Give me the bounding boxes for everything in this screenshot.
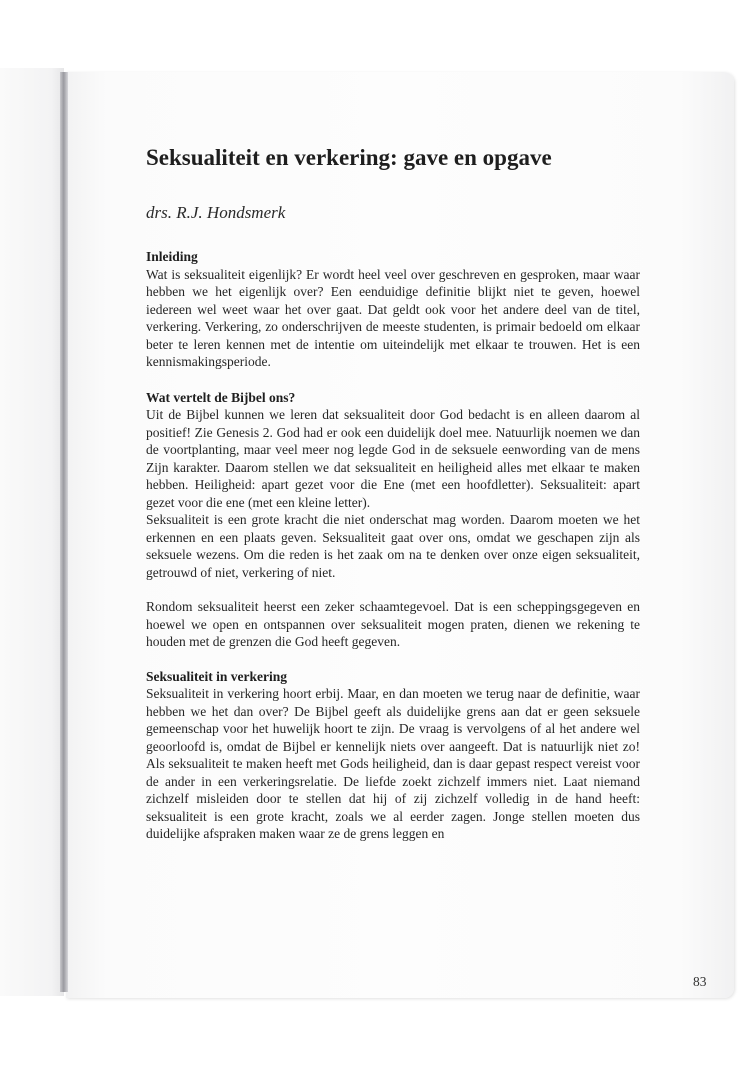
section-bijbel: [146, 389, 640, 651]
section-inleiding: [146, 248, 640, 371]
paragraph-bijbel-3: Rondom seksualiteit heerst een zeker schaamtegevoel. Dat is een scheppingsgegeven en hoewel we open en ontspannen over seksualiteit mogen praten, dienen we rekening te houden met de grenzen die God heeft gegeven.: [146, 599, 640, 649]
left-page-edge: [0, 68, 64, 996]
article-title: Seksualiteit en verkering: gave en opgave: [146, 145, 552, 170]
paragraph-inleiding: Wat is seksualiteit eigenlijk? Er wordt heel veel over geschreven en gesproken, maar waar hebben we het eigenlijk over? Een eenduidige definitie blijkt niet te geven, hoewel iedereen wel weet waar het over gaat. Dat geldt ook voor het andere deel van de titel, verkering. Verkering, zo onderschrijven de meeste studenten, is primair bedoeld om elkaar beter te leren kennen met de intentie om uiteindelijk met elkaar te trouwen. Het is een kennismakingsperiode.: [146, 266, 640, 369]
paragraph-bijbel-1: Uit de Bijbel kunnen we leren dat seksualiteit door God bedacht is en alleen daarom al positief! Zie Genesis 2. God had er ook een duidelijk doel mee. Natuurlijk noemen we dan de voortplanting, maar veel meer nog legde God in de seksuele eenwording van de mens Zijn karakter. Daarom stellen we dat seksualiteit en heiligheid alles met elkaar te maken hebben. Heiligheid: apart gezet voor die Ene (met een hoofdletter). Seksualiteit: apart gezet voor die ene (met een kleine letter).: [146, 407, 640, 510]
section-heading-bijbel: Wat vertelt de Bijbel ons?: [146, 389, 296, 405]
section-heading-inleiding: Inleiding: [146, 249, 198, 264]
paragraph-bijbel-2: Seksualiteit is een grote kracht die niet onderschat mag worden. Daarom moeten we het erkennen en een plaats geven. Seksualiteit gaat over ons, omdat we geschapen zijn als seksuele wezens. Om die reden is het zaak om na te denken over onze eigen seksualiteit, getrouwd of niet, verkering of niet.: [146, 512, 640, 580]
section-verkering: [146, 668, 640, 843]
article-content: [146, 144, 640, 843]
paragraph-verkering: Seksualiteit in verkering hoort erbij. Maar, en dan moeten we terug naar de definitie, waar hebben we het dan over? De Bijbel geeft als duidelijke grens aan dat er geen seksuele gemeenschap voor het huwelijk hoort te zijn. De vraag is vervolgens of al het andere wel geoorloofd is, omdat de Bijbel er kennelijk niets over aangeeft. Dat is natuurlijk niet zo! Als seksualiteit te maken heeft met Gods heiligheid, dan is daar gepast respect vereist voor de ander in een verkeringsrelatie. De liefde zoekt zichzelf immers niet. Laat niemand zichzelf misleiden door te stellen dat hij of zij zichzelf volledig in de hand heeft: seksualiteit is een grote kracht, zoals we al eerder zagen. Jonge stellen moeten dus duidelijke afspraken maken waar ze de grens leggen en: [146, 686, 640, 841]
book-binding-shadow: [60, 72, 68, 992]
article-author: drs. R.J. Hondsmerk: [146, 203, 286, 222]
book-page: [66, 72, 734, 998]
page-number: 83: [693, 974, 707, 989]
section-heading-verkering: Seksualiteit in verkering: [146, 668, 287, 684]
